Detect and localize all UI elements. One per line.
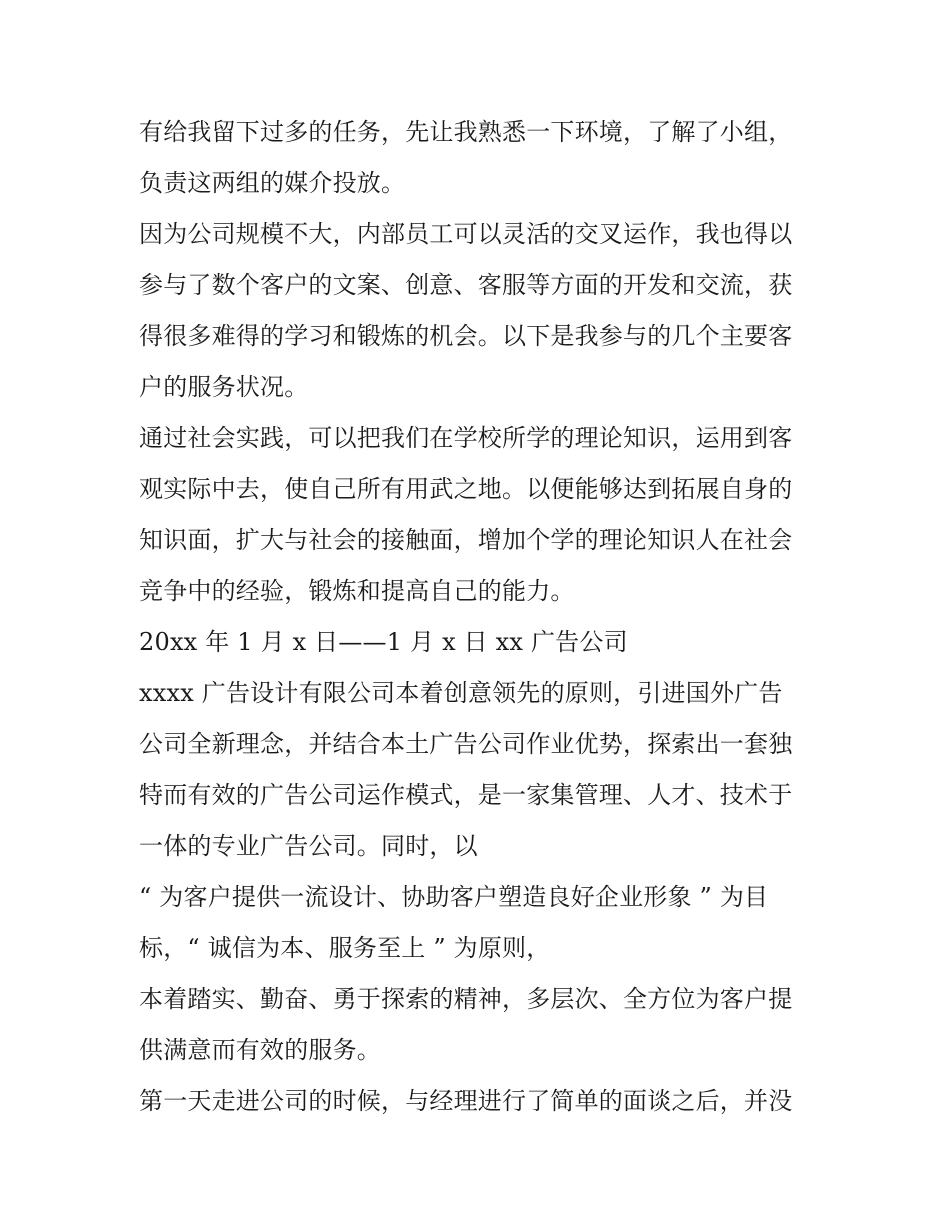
text-line: xxxx 广告设计有限公司本着创意领先的原则，引进国外广告 [139,679,783,707]
text-line: 参与了数个客户的文案、创意、客服等方面的开发和交流，获 [139,271,793,299]
text-line: 负责这两组的媒介投放。 [139,169,406,197]
text-line: 因为公司规模不大，内部员工可以灵活的交叉运作，我也得以 [139,220,793,248]
text-line: 特而有效的广告公司运作模式，是一家集管理、人才、技术于 [139,781,793,809]
text-line: 第一天走进公司的时候，与经理进行了简单的面谈之后，并没 [139,1087,793,1115]
text-line: 有给我留下过多的任务，先让我熟悉一下环境，了解了小组， [139,118,793,146]
text-line: 20xx 年 1 月 x 日——1 月 x 日 xx 广告公司 [139,628,628,656]
text-line: 本着踏实、勤奋、勇于探索的精神，多层次、全方位为客户提 [139,985,793,1013]
text-line: 通过社会实践，可以把我们在学校所学的理论知识，运用到客 [139,424,793,452]
document-body [139,107,819,1127]
text-line: 一体的专业广告公司。同时，以 [139,832,478,860]
text-line: 标，“ 诚信为本、服务至上 ” 为原则， [139,934,551,962]
text-line: 竞争中的经验，锻炼和提高自己的能力。 [139,577,575,605]
text-line: 观实际中去，使自己所有用武之地。以便能够达到拓展自身的 [139,475,793,503]
text-line: 得很多难得的学习和锻炼的机会。以下是我参与的几个主要客 [139,322,793,350]
text-line: 供满意而有效的服务。 [139,1036,381,1064]
text-line: 公司全新理念，并结合本土广告公司作业优势，探索出一套独 [139,730,793,758]
text-line: 户的服务状况。 [139,373,309,401]
text-line: “ 为客户提供一流设计、协助客户塑造良好企业形象 ” 为目 [139,883,769,911]
text-line: 知识面，扩大与社会的接触面，增加个学的理论知识人在社会 [139,526,793,554]
